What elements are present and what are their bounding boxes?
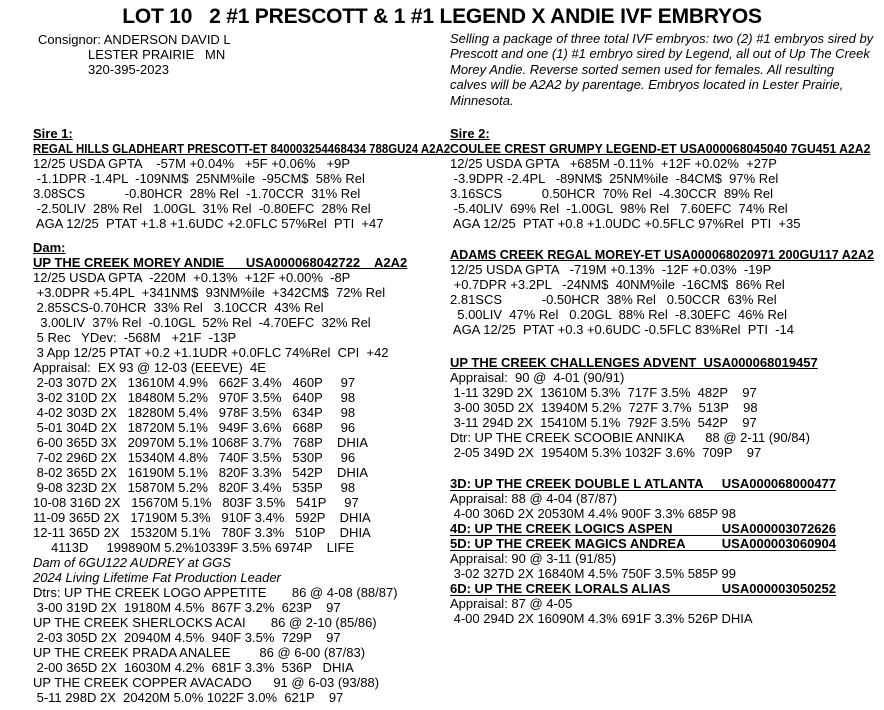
ancestor-3d-reg: USA000068000477 xyxy=(721,475,836,491)
advent-records xyxy=(450,385,860,430)
ancestor-6d-header xyxy=(450,581,836,596)
ancestor-6d-reg: USA000003050252 xyxy=(721,580,836,596)
ancestor-4d-header xyxy=(450,521,836,536)
right-column xyxy=(450,126,875,626)
ancestor-record: 4-00 306D 2X 20530M 4.4% 900F 3.3% 685P 98 xyxy=(450,506,736,521)
sire1-stat-line: -2.50LIV 28% Rel 1.00GL 31% Rel -0.80EFC 28% Rel xyxy=(33,201,371,216)
ancestor-3d-lines xyxy=(450,491,860,521)
consignor-name: Consignor: ANDERSON DAVID L xyxy=(38,32,231,47)
lactation-record: 12-11 365D 2X 15320M 5.1% 780F 3.3% 510P DHIA xyxy=(33,525,371,540)
ancestor-5d-name: 5D: UP THE CREEK MAGICS ANDREA xyxy=(450,535,686,551)
ancestor-record: Appraisal: 90 @ 3-11 (91/85) xyxy=(450,551,617,566)
granddam-stat-line: +0.7DPR +3.2PL -24NM$ 40NM%ile -16CM$ 86% Rel xyxy=(450,277,785,292)
ancestor-record: 3-02 327D 2X 16840M 4.5% 750F 3.5% 585P 99 xyxy=(450,566,736,581)
sire1-stats xyxy=(33,156,439,231)
sale-description: Selling a package of three total IVF embryos: two (2) #1 embryos sired by Prescott and one (1) #1 embryo sired by Legend, all out of Up The Creek Morey Andie. Reverse sorted semen used for females. All resulting calves will be A2A2 by parentage. Embryos located in Lester Prairie, Minnesota. xyxy=(450,31,874,108)
dam-daughters xyxy=(33,585,439,705)
sire2-stat-line: 12/25 USDA GPTA +685M -0.11% +12F +0.02% +27P xyxy=(450,156,777,171)
consignor-location: LESTER PRAIRIE MN xyxy=(88,47,226,62)
sire1-stat-line: AGA 12/25 PTAT +1.8 +1.6UDC +2.0FLC 57%Rel PTI +47 xyxy=(33,216,384,231)
pedigree-note: 2024 Living Lifetime Fat Production Leader xyxy=(33,570,281,585)
consignor-phone: 320-395-2023 xyxy=(88,62,169,77)
sire2-stats xyxy=(450,156,860,231)
dam-notes xyxy=(33,555,439,585)
dam-label: Dam: xyxy=(33,240,66,255)
sire2-label: Sire 2: xyxy=(450,126,490,141)
lactation-record: 1-11 329D 2X 13610M 5.3% 717F 3.5% 482P 97 xyxy=(450,385,757,400)
dam-stat-line: 2.85SCS-0.70HCR 33% Rel 3.10CCR 43% Rel xyxy=(33,300,324,315)
daughter-line: UP THE CREEK PRADA ANALEE 86 @ 6-00 (87/83) xyxy=(33,645,366,660)
daughter-line: UP THE CREEK SHERLOCKS ACAI 86 @ 2-10 (85/86) xyxy=(33,615,377,630)
granddam-stat-line: 12/25 USDA GPTA -719M +0.13% -12F +0.03% -19P xyxy=(450,262,772,277)
advent-daughter: Dtr: UP THE CREEK SCOOBIE ANNIKA 88 @ 2-11 (90/84) xyxy=(450,430,810,445)
sire1-label: Sire 1: xyxy=(33,126,73,141)
dam-name: UP THE CREEK MOREY ANDIE USA000068042722 A2A2 xyxy=(33,255,408,270)
sire2-name: COULEE CREST GRUMPY LEGEND-ET USA000068045040 7GU451 A2A2 xyxy=(450,141,871,156)
sire1-name: REGAL HILLS GLADHEART PRESCOTT-ET 840003254468434 788GU24 A2A2 xyxy=(33,141,451,156)
ancestor-record: Appraisal: 88 @ 4-04 (87/87) xyxy=(450,491,618,506)
ancestor-6d-name: 6D: UP THE CREEK LORALS ALIAS xyxy=(450,580,671,596)
dam-lactation-records xyxy=(33,375,439,555)
spacer xyxy=(450,231,860,247)
granddam-name: ADAMS CREEK REGAL MOREY-ET USA000068020971 200GU117 A2A2 xyxy=(450,247,875,262)
sire2-stat-line: -5.40LIV 69% Rel -1.00GL 98% Rel 7.60EFC 74% Rel xyxy=(450,201,788,216)
ancestor-5d-lines xyxy=(450,551,860,581)
ancestor-3d-header xyxy=(450,476,836,491)
lot-title: LOT 10 2 #1 PRESCOTT & 1 #1 LEGEND X ANDIE IVF EMBRYOS xyxy=(122,5,762,28)
dam-stats xyxy=(33,270,439,360)
lactation-record: 4113D 199890M 5.2%10339F 3.5% 6974P LIFE xyxy=(33,540,355,555)
daughter-line: 2-00 365D 2X 16030M 4.2% 681F 3.3% 536P DHIA xyxy=(33,660,354,675)
ancestor-6d-lines xyxy=(450,596,860,626)
granddam-stats xyxy=(450,262,860,337)
dam-stat-line: 3 App 12/25 PTAT +0.2 +1.1UDR +0.0FLC 74%Rel CPI +42 xyxy=(33,345,389,360)
sire1-stat-line: 3.08SCS -0.80HCR 28% Rel -1.70CCR 31% Rel xyxy=(33,186,361,201)
ancestor-3d-name: 3D: UP THE CREEK DOUBLE L ATLANTA xyxy=(450,475,704,491)
pedigree-note: Dam of 6GU122 AUDREY at GGS xyxy=(33,555,231,570)
dam-stat-line: 3.00LIV 37% Rel -0.10GL 52% Rel -4.70EFC 32% Rel xyxy=(33,315,371,330)
ancestor-record: Appraisal: 87 @ 4-05 xyxy=(450,596,573,611)
granddam-name-line xyxy=(450,247,875,262)
sire1-stat-line: -1.1DPR -1.4PL -109NM$ 25NM%ile -95CM$ 58% Rel xyxy=(33,171,365,186)
advent-name-line xyxy=(450,355,860,370)
sire2-name-line xyxy=(450,141,871,156)
spacer xyxy=(450,337,860,355)
sire2-stat-line: AGA 12/25 PTAT +0.8 +1.0UDC +0.5FLC 97%Rel PTI +35 xyxy=(450,216,801,231)
lactation-record: 6-00 365D 3X 20970M 5.1% 1068F 3.7% 768P DHIA xyxy=(33,435,369,450)
granddam-stat-line: AGA 12/25 PTAT +0.3 +0.6UDC -0.5FLC 83%Rel PTI -14 xyxy=(450,322,794,337)
advent-name: UP THE CREEK CHALLENGES ADVENT USA000068019457 xyxy=(450,355,818,370)
lactation-record: 10-08 316D 2X 15670M 5.1% 803F 3.5% 541P 97 xyxy=(33,495,359,510)
ancestor-4d-name: 4D: UP THE CREEK LOGICS ASPEN xyxy=(450,520,673,536)
dam-stat-line: 12/25 USDA GPTA -220M +0.13% +12F +0.00% -8P xyxy=(33,270,351,285)
lactation-record: 3-00 305D 2X 13940M 5.2% 727F 3.7% 513P 98 xyxy=(450,400,758,415)
dam-stat-line: 5 Rec YDev: -568M +21F -13P xyxy=(33,330,237,345)
dam-name-line xyxy=(33,255,439,270)
lactation-record: 9-08 323D 2X 15870M 5.2% 820F 3.4% 535P 98 xyxy=(33,480,356,495)
daughter-line: 2-03 305D 2X 20940M 4.5% 940F 3.5% 729P 97 xyxy=(33,630,341,645)
ancestor-4d-reg: USA000003072626 xyxy=(721,520,836,536)
daughter-line: UP THE CREEK COPPER AVACADO 91 @ 6-03 (93/88) xyxy=(33,675,380,690)
lactation-record: 5-01 304D 2X 18720M 5.1% 949F 3.6% 668P 96 xyxy=(33,420,356,435)
lactation-record: 8-02 365D 2X 16190M 5.1% 820F 3.3% 542P DHIA xyxy=(33,465,369,480)
lactation-record: 7-02 296D 2X 15340M 4.8% 740F 3.5% 530P 96 xyxy=(33,450,356,465)
lactation-record: 11-09 365D 2X 17190M 5.3% 910F 3.4% 592P DHIA xyxy=(33,510,371,525)
consignor-block xyxy=(38,32,231,77)
lactation-record: 3-11 294D 2X 15410M 5.1% 792F 3.5% 542P 97 xyxy=(450,415,757,430)
granddam-stat-line: 2.81SCS -0.50HCR 38% Rel 0.50CCR 63% Rel xyxy=(450,292,777,307)
ancestor-record: 4-00 294D 2X 16090M 4.3% 691F 3.3% 526P DHIA xyxy=(450,611,753,626)
daughter-line: 5-11 298D 2X 20420M 5.0% 1022F 3.0% 621P 97 xyxy=(33,690,344,705)
dam-stat-line: +3.0DPR +5.4PL +341NM$ 93NM%ile +342CM$ 72% Rel xyxy=(33,285,386,300)
daughter-line: 3-00 319D 2X 19180M 4.5% 867F 3.2% 623P 97 xyxy=(33,600,341,615)
advent-appraisal: Appraisal: 90 @ 4-01 (90/91) xyxy=(450,370,625,385)
left-column xyxy=(33,126,451,705)
granddam-stat-line: 5.00LIV 47% Rel 0.20GL 88% Rel -8.30EFC 46% Rel xyxy=(450,307,787,322)
lactation-record: 2-03 307D 2X 13610M 4.9% 662F 3.4% 460P 97 xyxy=(33,375,356,390)
ancestor-5d-reg: USA000003060904 xyxy=(721,535,836,551)
sire2-stat-line: -3.9DPR -2.4PL -89NM$ 25NM%ile -84CM$ 97% Rel xyxy=(450,171,779,186)
lactation-record: 3-02 310D 2X 18480M 5.2% 970F 3.5% 640P 98 xyxy=(33,390,356,405)
advent-daughter-record: 2-05 349D 2X 19540M 5.3% 1032F 3.6% 709P 97 xyxy=(450,445,762,460)
sire1-name-line xyxy=(33,141,451,156)
lactation-record: 4-02 303D 2X 18280M 5.4% 978F 3.5% 634P 98 xyxy=(33,405,356,420)
spacer xyxy=(450,460,860,476)
sire1-stat-line: 12/25 USDA GPTA -57M +0.04% +5F +0.06% +9P xyxy=(33,156,350,171)
ancestor-5d-header xyxy=(450,536,836,551)
daughter-line: Dtrs: UP THE CREEK LOGO APPETITE 86 @ 4-08 (88/87) xyxy=(33,585,398,600)
dam-appraisal: Appraisal: EX 93 @ 12-03 (EEEVE) 4E xyxy=(33,360,266,375)
sire2-stat-line: 3.16SCS 0.50HCR 70% Rel -4.30CCR 89% Rel xyxy=(450,186,773,201)
spacer xyxy=(33,231,439,240)
